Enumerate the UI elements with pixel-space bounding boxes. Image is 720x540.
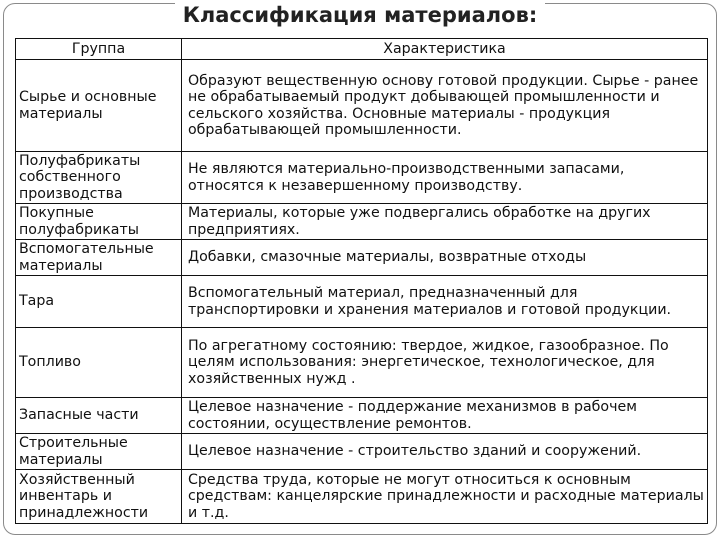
group-cell: Сырье и основные материалы	[16, 60, 182, 152]
header-characteristic: Характеристика	[182, 39, 708, 60]
characteristic-cell: Добавки, смазочные материалы, возвратные отходы	[182, 240, 708, 276]
characteristic-cell: Не являются материально-производственными запасами, относятся к незавершенному производству.	[182, 152, 708, 204]
characteristic-cell: Образуют вещественную основу готовой продукции. Сырье - ранее не обрабатываемый продукт добывающей промышленности и сельского хозяйства. Основные материалы - продукция обрабатывающей промышленности.	[182, 60, 708, 152]
table-row	[16, 60, 708, 152]
characteristic-cell: Материалы, которые уже подвергались обработке на других предприятиях.	[182, 204, 708, 240]
group-cell: Вспомогательные материалы	[16, 240, 182, 276]
characteristic-cell: Целевое назначение - поддержание механизмов в рабочем состоянии, осуществление ремонтов.	[182, 398, 708, 434]
characteristic-cell: Средства труда, которые не могут относиться к основным средствам: канцелярские принадлежности и расходные материалы и т.д.	[182, 470, 708, 524]
materials-table	[15, 38, 708, 524]
group-cell: Полуфабрикаты собственного производства	[16, 152, 182, 204]
group-cell: Тара	[16, 276, 182, 328]
table-row	[16, 152, 708, 204]
table-row	[16, 328, 708, 398]
table-row	[16, 434, 708, 470]
header-group: Группа	[16, 39, 182, 60]
group-cell: Строительные материалы	[16, 434, 182, 470]
characteristic-cell: По агрегатному состоянию: твердое, жидкое, газообразное. По целям использования: энергетическое, технологическое, для хозяйственных нужд .	[182, 328, 708, 398]
table-row	[16, 240, 708, 276]
table-row	[16, 204, 708, 240]
table-row	[16, 470, 708, 524]
table-row	[16, 276, 708, 328]
group-cell: Покупные полуфабрикаты	[16, 204, 182, 240]
characteristic-cell: Вспомогательный материал, предназначенный для транспортировки и хранения материалов и готовой продукции.	[182, 276, 708, 328]
table-row	[16, 398, 708, 434]
group-cell: Топливо	[16, 328, 182, 398]
slide-title: Классификация материалов:	[0, 0, 720, 32]
table-header-row	[16, 39, 708, 60]
characteristic-cell: Целевое назначение - строительство зданий и сооружений.	[182, 434, 708, 470]
group-cell: Запасные части	[16, 398, 182, 434]
group-cell: Хозяйственный инвентарь и принадлежности	[16, 470, 182, 524]
